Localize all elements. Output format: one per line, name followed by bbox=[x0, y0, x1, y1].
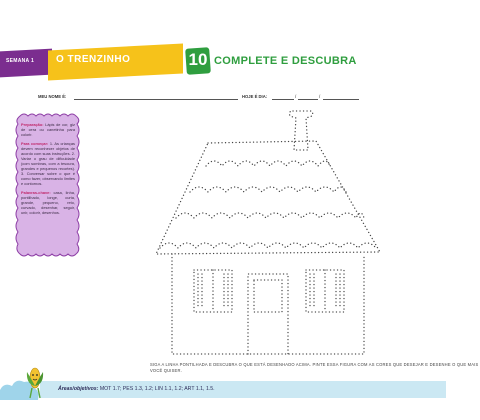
activity-instruction: SIGA A LINHA PONTILHADA E DESCUBRA O QUE ESTÁ DESENHADO ACIMA. PINTE ESSA FIGURA COM AS CORES QUE DESEJAR E DESENHE O QUE MAIS VOCÊ QUISER. bbox=[150, 362, 479, 373]
roof-tiles-row-2 bbox=[190, 187, 346, 192]
roof-tiles-row-4 bbox=[160, 243, 376, 248]
prep-label: Preparação: bbox=[21, 122, 44, 127]
keywords-label: Palavras-chave: bbox=[21, 190, 51, 195]
theme-title: O TRENZINHO bbox=[56, 54, 131, 65]
corn-mascot-icon bbox=[24, 364, 46, 400]
page-title: COMPLETE E DESCUBRA bbox=[214, 55, 357, 67]
keywords-text: casa, linha, pontilhado, longe, curta, grande, pequeno, reto, curvado, desenhar, seguir, unir, colorir, desenhos. bbox=[21, 190, 75, 215]
dotted-house-drawing[interactable] bbox=[138, 108, 398, 358]
roof-outline bbox=[156, 141, 380, 254]
name-label: MEU NOME É: bbox=[38, 94, 67, 99]
left-window-outline bbox=[194, 270, 232, 312]
door-panel-outline bbox=[254, 280, 282, 312]
prep-text: Lápis de cor, giz de cera ou canetinha para colorir. bbox=[21, 122, 75, 137]
date-slash: / bbox=[319, 94, 321, 99]
week-label: SEMANA 1 bbox=[6, 58, 35, 64]
teacher-notes-box bbox=[14, 112, 81, 258]
chimney-outline bbox=[289, 111, 312, 150]
wall-outline bbox=[172, 254, 364, 354]
name-field[interactable] bbox=[74, 99, 238, 100]
roof-tiles-row-1 bbox=[206, 161, 330, 166]
objectives-label: Áreas/objetivos: bbox=[58, 386, 99, 392]
start-text: 1. As crianças devem reconhecer objetos de acordo com suas instruções. 2. Variar o grau de dificuldade (com sombras, com a tesoura, grandes e pequenos recortes). 3. Conversar sobre o que é como fazer, observando limites e contornos. bbox=[21, 141, 75, 186]
date-slash: / bbox=[295, 94, 297, 99]
date-day-field[interactable] bbox=[272, 99, 294, 100]
roof-tiles-row-3 bbox=[176, 213, 364, 218]
right-window-outline bbox=[306, 270, 344, 312]
objectives-codes: MOT 1.7; PES 1.3, 1.2; LIN 1.1, 1.2; ART 1.1, 1.5. bbox=[99, 386, 215, 392]
date-label: HOJE É DIA: bbox=[242, 94, 268, 99]
activity-number: 10 bbox=[188, 50, 208, 69]
learning-objectives bbox=[58, 386, 215, 392]
door-outline bbox=[248, 274, 288, 354]
notes-text bbox=[21, 122, 75, 219]
start-label: Para começar: bbox=[21, 141, 49, 146]
date-month-field[interactable] bbox=[298, 99, 318, 100]
date-year-field[interactable] bbox=[323, 99, 359, 100]
